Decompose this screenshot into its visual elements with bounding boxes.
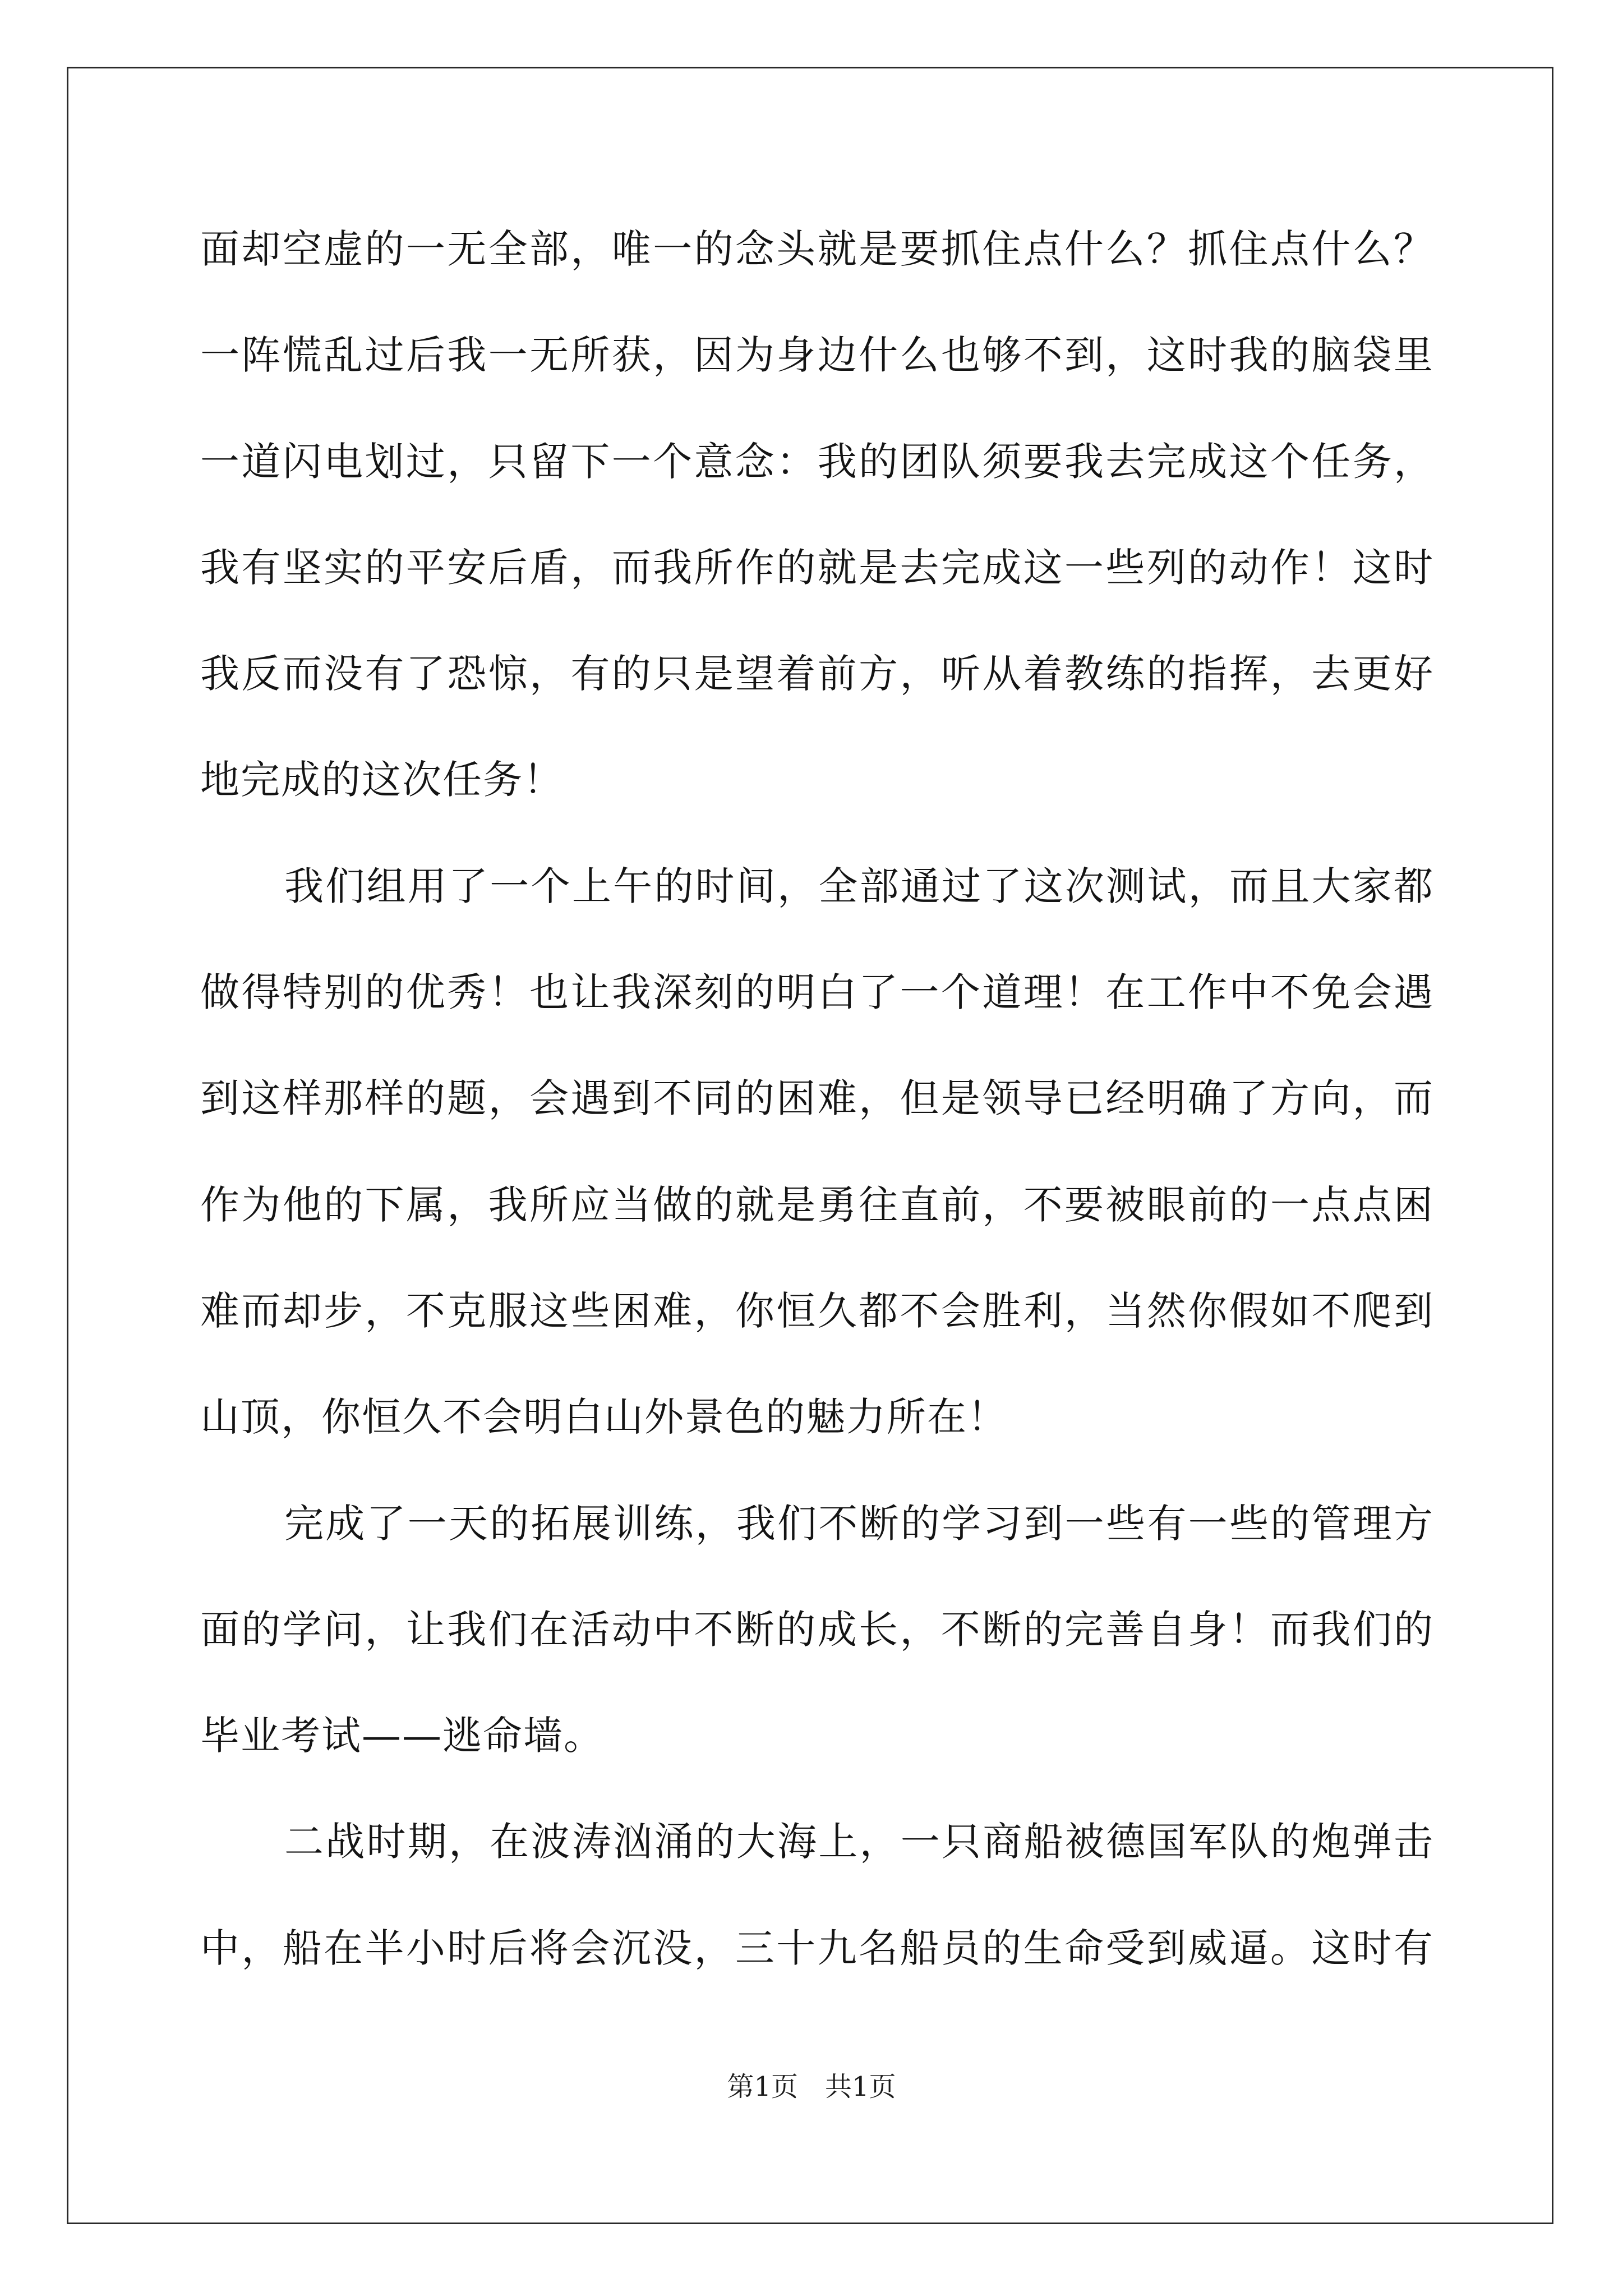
text-line: 面却空虚的一无全部，唯一的念头就是要抓住点什么？抓住点什么？ [200,226,1434,272]
text-line: 完成了一天的拓展训练，我们不断的学习到一些有一些的管理方 [284,1500,1434,1547]
text-line: 一道闪电划过，只留下一个意念：我的团队须要我去完成这个任务， [200,438,1434,485]
text-line: 山顶，你恒久不会明白山外景色的魅力所在！ [200,1394,1008,1441]
page-footer: 第1页 共1页 [727,2071,896,2102]
document-body [200,196,1434,2001]
text-line: 我们组用了一个上午的时间，全部通过了这次测试，而且大家都 [284,863,1434,909]
text-line: 二战时期，在波涛汹涌的大海上，一只商船被德国军队的炮弹击 [284,1819,1434,1865]
text-line: 中，船在半小时后将会沉没，三十九名船员的生命受到威逼。这时有 [200,1925,1434,1971]
text-line: 面的学问，让我们在活动中不断的成长，不断的完善自身！而我们的 [200,1606,1434,1653]
text-line: 我有坚实的平安后盾，而我所作的就是去完成这一些列的动作！这时 [200,544,1434,591]
text-line: 做得特别的优秀！也让我深刻的明白了一个道理！在工作中不免会遇 [200,969,1434,1016]
text-line: 地完成的这次任务！ [200,757,564,803]
text-line: 作为他的下属，我所应当做的就是勇往直前，不要被眼前的一点点困 [200,1181,1434,1228]
text-line: 到这样那样的题，会遇到不同的困难，但是领导已经明确了方向，而 [200,1075,1434,1122]
text-line: 一阵慌乱过后我一无所获，因为身边什么也够不到，这时我的脑袋里 [200,332,1434,379]
text-line: 毕业考试——逃命墙。 [200,1713,604,1759]
text-line: 我反而没有了恐惊，有的只是望着前方，听从着教练的指挥，去更好 [200,651,1434,697]
text-line: 难而却步，不克服这些困难，你恒久都不会胜利，当然你假如不爬到 [200,1287,1434,1334]
